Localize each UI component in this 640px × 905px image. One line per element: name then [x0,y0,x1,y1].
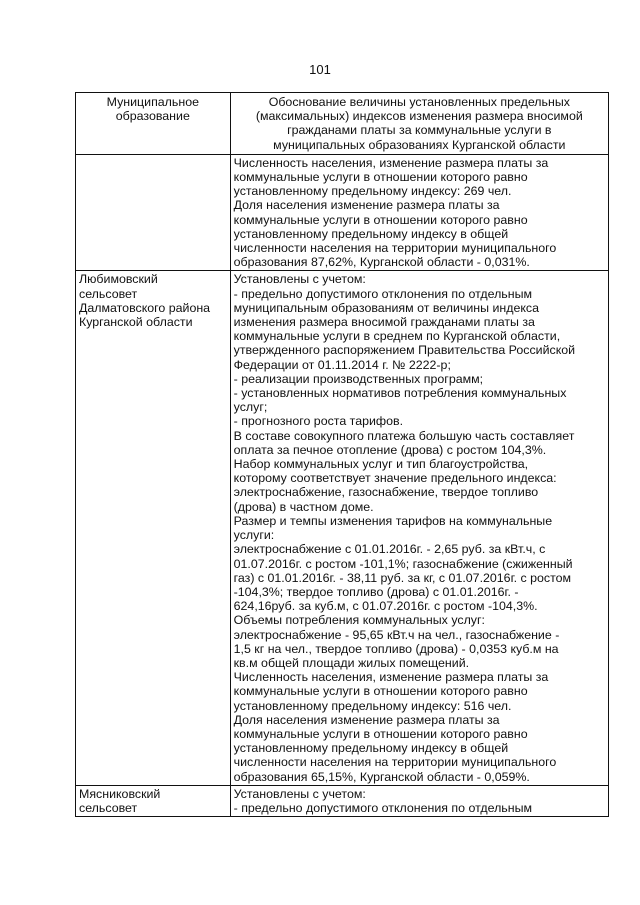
justification-line: коммунальные услуги в отношении которого равно [233,212,528,227]
justification-line: услуги: [233,528,275,543]
header-municipality [76,93,231,155]
justification-line: установленному предельному индексу: 269 чел. [233,184,512,199]
justification-line: которому соответствует значение предельного индекса: [233,471,557,486]
header-line: муниципальных образованиях Курганской области [273,137,566,152]
header-line: образование [115,109,190,124]
justification-line: коммунальные услуги в среднем по Курганской области, [233,329,561,344]
justification-line: муниципальным образованиям от величины индекса [233,300,540,315]
justification-line: численности населения на территории муниципального [233,241,557,256]
justification-line: - прогнозного роста тарифов. [233,414,404,429]
justification-line: Доля населения изменение размера платы за [233,712,500,727]
justification-line: Численность населения, изменение размера платы за [233,155,549,170]
justification-line: - предельно допустимого отклонения по отдельным [233,286,533,301]
justification-cell [230,154,608,271]
header-justification [230,93,608,155]
header-line: Обоснование величины установленных предельных [268,95,570,109]
table-row [76,154,609,271]
municipality-line: Курганской области [79,315,193,330]
municipality-cell [76,154,231,271]
municipality-cell [76,271,231,785]
municipality-line: Далматовского района [79,300,211,315]
table-row [76,785,609,816]
tariff-justification-table [75,92,609,817]
justification-line: электроснабжение, газоснабжение, твердое топливо [233,485,539,500]
header-line: (максимальных) индексов изменения размера вносимой [255,109,583,124]
justification-line: (дрова) в частном доме. [233,499,374,514]
justification-line: 1,5 кг на чел., твердое топливо (дрова) - 0,0353 куб.м на [233,641,559,656]
table-header-row [76,93,609,155]
justification-line: образования 87,62%, Курганской области - 0,031%. [233,255,530,270]
justification-line: кв.м общей площади жилых помещений. [233,655,470,670]
justification-line: Установлены с учетом: [233,272,366,287]
justification-line: утвержденного распоряжением Правительства Российской [233,343,576,358]
municipality-line: Любимовский [79,272,158,287]
justification-line: 01.07.2016г. с ростом -101,1%; газоснабжение (сжиженный [233,556,573,571]
justification-line: газ) с 01.01.2016г. - 38,11 руб. за кг, с 01.07.2016г. с ростом [233,570,572,585]
justification-line: - реализации производственных программ; [233,371,484,386]
justification-cell [230,271,608,785]
municipality-line: сельсовет [79,800,138,815]
justification-line: установленному предельному индексу в общей [233,741,509,756]
justification-line: - предельно допустимого отклонения по отдельным [233,800,533,815]
justification-line: установленному предельному индексу в общей [233,226,509,241]
justification-line: образования 65,15%, Курганской области - 0,059%. [233,769,530,784]
table-row [76,271,609,785]
justification-cell [230,785,608,816]
justification-line: Размер и темпы изменения тарифов на коммунальные [233,513,553,528]
justification-line: установленному предельному индексу: 516 чел. [233,698,512,713]
page-number: 101 [309,62,331,77]
justification-line: коммунальные услуги в отношении которого равно [233,726,528,741]
justification-line: В составе совокупного платежа большую часть составляет [233,428,575,443]
justification-line: электроснабжение с 01.01.2016г. - 2,65 руб. за кВт.ч, с [233,542,546,557]
justification-line: Доля населения изменение размера платы за [233,198,500,213]
justification-line: - установленных нормативов потребления коммунальных [233,386,567,401]
justification-line: Набор коммунальных услуг и тип благоустройства, [233,457,529,472]
justification-line: -104,3%; твердое топливо (дрова) с 01.01.2016г. - [233,584,519,599]
justification-line: услуг; [233,400,268,415]
justification-line: оплата за печное отопление (дрова) с ростом 104,3%. [233,442,547,457]
justification-line: коммунальные услуги в отношении которого равно [233,170,528,185]
header-line: гражданами платы за коммунальные услуги в [287,123,552,138]
justification-line: Численность населения, изменение размера платы за [233,670,549,685]
justification-line: Объемы потребления коммунальных услуг: [233,613,485,628]
header-line: Муниципальное [106,95,199,109]
municipality-cell [76,785,231,816]
justification-line: Федерации от 01.11.2014 г. № 2222-р; [233,357,451,372]
justification-line: численности населения на территории муниципального [233,755,557,770]
justification-line: 624,16руб. за куб.м, с 01.07.2016г. с ростом -104,3%. [233,599,538,614]
municipality-line: Мясниковский [79,786,161,801]
municipality-line: сельсовет [79,286,138,301]
justification-line: электроснабжение - 95,65 кВт.ч на чел., газоснабжение - [233,627,560,642]
justification-line: изменения размера вносимой гражданами платы за [233,315,535,330]
justification-line: Установлены с учетом: [233,786,366,801]
justification-line: коммунальные услуги в отношении которого равно [233,684,528,699]
